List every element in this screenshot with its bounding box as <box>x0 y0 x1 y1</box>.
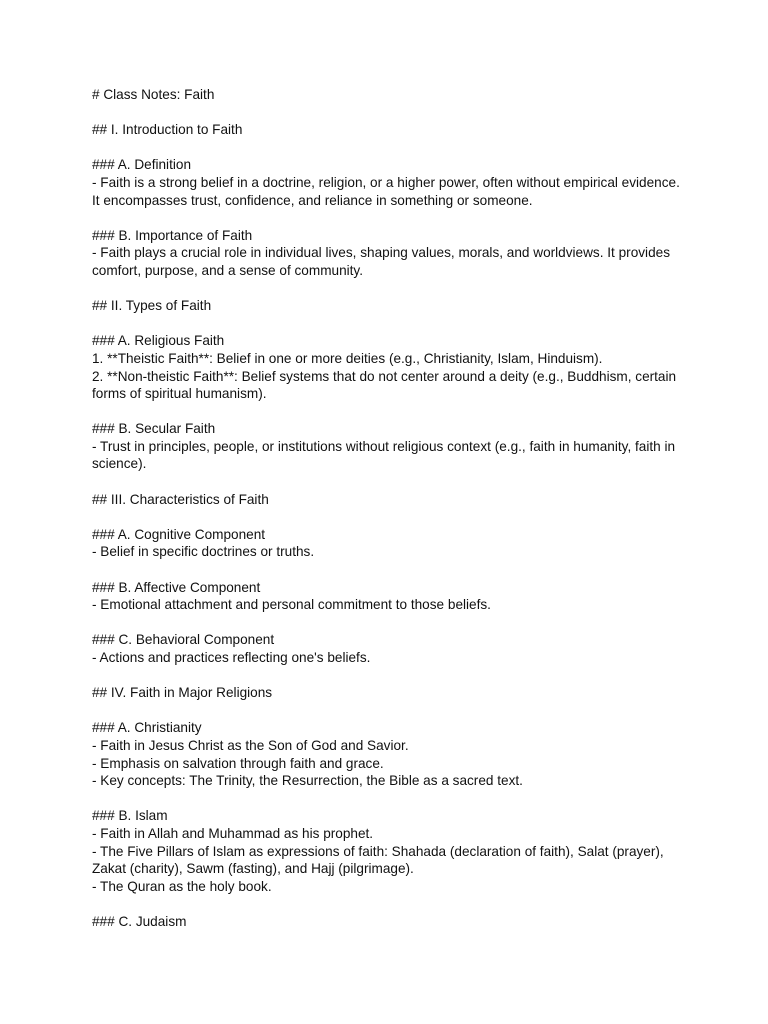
affective-text: - Emotional attachment and personal commitment to those beliefs. <box>92 597 491 613</box>
spacer <box>92 139 682 157</box>
subsection-heading-judaism: ### C. Judaism <box>92 913 187 929</box>
section-heading-introduction: ## I. Introduction to Faith <box>92 122 243 138</box>
spacer <box>92 561 682 579</box>
subsection-heading-cognitive: ### A. Cognitive Component <box>92 526 266 542</box>
subsection-heading-christianity: ### A. Christianity <box>92 720 202 736</box>
document-title: # Class Notes: Faith <box>92 87 215 102</box>
importance-text: - Faith plays a crucial role in individual lives, shaping values, morals, and worldviews. It provides comfort, purpose, and a sense of community. <box>92 245 674 278</box>
definition-text: - Faith is a strong belief in a doctrine, religion, or a higher power, often without empirical evidence. It encompasses trust, confidence, and reliance in something or someone. <box>92 174 684 208</box>
document-body <box>92 86 682 931</box>
spacer <box>92 508 682 526</box>
section-heading-types: ## II. Types of Faith <box>92 298 212 314</box>
subsection-heading-importance: ### B. Importance of Faith <box>92 227 253 243</box>
spacer <box>92 614 682 632</box>
spacer <box>92 895 682 913</box>
subsection-heading-religious-faith: ### A. Religious Faith <box>92 333 225 349</box>
list-item: - Key concepts: The Trinity, the Resurrection, the Bible as a sacred text. <box>92 773 523 789</box>
list-item-non-theistic-faith: 2. **Non-theistic Faith**: Belief systems that do not center around a deity (e.g., Buddhism, certain forms of spiritual humanism). <box>92 368 680 402</box>
subsection-heading-secular-faith: ### B. Secular Faith <box>92 421 216 437</box>
list-item: - The Five Pillars of Islam as expressions of faith: Shahada (declaration of faith), Salat (prayer), Zakat (charity), Sawm (fasting), and Hajj (pilgrimage). <box>92 843 668 877</box>
cognitive-text: - Belief in specific doctrines or truths. <box>92 544 315 560</box>
subsection-heading-affective: ### B. Affective Component <box>92 579 261 595</box>
spacer <box>92 315 682 333</box>
subsection-heading-islam: ### B. Islam <box>92 808 168 824</box>
spacer <box>92 280 682 298</box>
section-heading-characteristics: ## III. Characteristics of Faith <box>92 491 269 507</box>
section-heading-major-religions: ## IV. Faith in Major Religions <box>92 685 273 701</box>
spacer <box>92 104 682 122</box>
list-item: - Emphasis on salvation through faith and grace. <box>92 755 384 771</box>
spacer <box>92 702 682 720</box>
list-item: - Faith in Jesus Christ as the Son of God and Savior. <box>92 737 409 753</box>
list-item: - Faith in Allah and Muhammad as his prophet. <box>92 825 374 841</box>
spacer <box>92 209 682 227</box>
list-item-theistic-faith: 1. **Theistic Faith**: Belief in one or more deities (e.g., Christianity, Islam, Hinduism). <box>92 350 603 366</box>
list-item: - The Quran as the holy book. <box>92 878 272 894</box>
subsection-heading-definition: ### A. Definition <box>92 157 191 173</box>
spacer <box>92 473 682 491</box>
behavioral-text: - Actions and practices reflecting one's beliefs. <box>92 650 371 665</box>
spacer <box>92 790 682 808</box>
spacer <box>92 667 682 685</box>
secular-faith-text: - Trust in principles, people, or institutions without religious context (e.g., faith in humanity, faith in science). <box>92 438 679 472</box>
spacer <box>92 403 682 421</box>
subsection-heading-behavioral: ### C. Behavioral Component <box>92 632 275 648</box>
